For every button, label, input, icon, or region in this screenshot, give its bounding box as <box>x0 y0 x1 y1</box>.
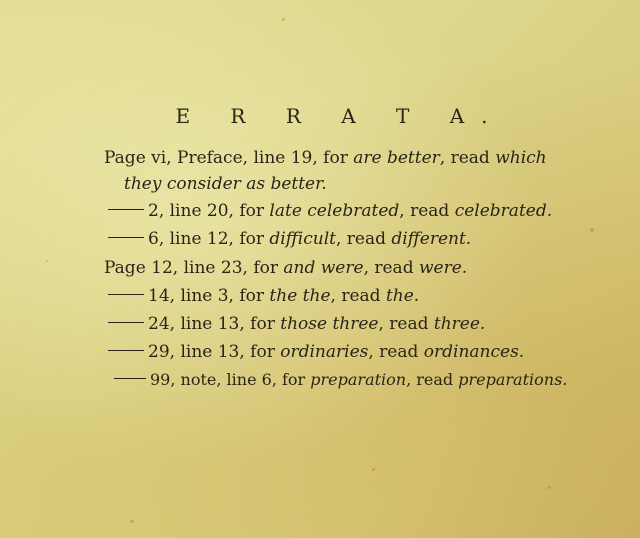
errata-entry <box>108 314 485 334</box>
entry-prefix: 29, line 13, for <box>148 342 281 362</box>
ditto-dash <box>108 209 144 210</box>
entry-wrong-text: and were <box>283 258 364 278</box>
entry-prefix: 6, line 12, for <box>148 229 270 249</box>
entry-mid: , read <box>335 229 392 249</box>
paper-speck <box>548 486 551 489</box>
paper-speck <box>590 228 594 232</box>
entry-wrong-text: are better <box>353 148 440 168</box>
entry-correct-text: ordinances. <box>423 342 525 362</box>
paper-speck <box>46 260 48 262</box>
entry-mid: , read <box>399 201 455 221</box>
entry-wrong-text: difficult <box>269 229 336 249</box>
entry-mid: , read <box>439 148 496 168</box>
errata-entry <box>104 148 547 168</box>
entry-correct-text: the. <box>385 286 420 306</box>
entry-wrong-text: the the <box>269 286 331 306</box>
paper-speck <box>130 520 134 523</box>
entry-correct-text: preparations. <box>458 370 568 389</box>
paper-speck <box>282 18 285 21</box>
entry-wrong-text: late celebrated <box>269 201 400 221</box>
entry-correct-text: three. <box>433 314 486 334</box>
entry-mid: , read <box>406 370 459 389</box>
entry-mid: , read <box>368 342 424 362</box>
errata-entry <box>108 342 524 362</box>
entry-mid: , read <box>330 286 386 306</box>
ditto-dash <box>108 322 144 323</box>
entry-correct-text: were. <box>418 258 468 278</box>
entry-mid: , read <box>378 314 434 334</box>
entry-wrong-text: preparation <box>310 370 407 389</box>
paper-speck <box>372 468 375 471</box>
entry-prefix: Page 12, line 23, for <box>104 258 284 278</box>
entry-correct-text: different. <box>391 229 472 249</box>
entry-prefix: 99, note, line 6, for <box>150 370 311 389</box>
errata-entry <box>104 258 467 278</box>
errata-entry <box>108 229 471 249</box>
ditto-dash <box>108 350 144 351</box>
entry-wrong-text: those three <box>280 314 379 334</box>
entry-prefix: 24, line 13, for <box>148 314 281 334</box>
ditto-dash <box>108 237 144 238</box>
entry-prefix: 2, line 20, for <box>148 201 270 221</box>
errata-title: E R R A T A. <box>175 104 505 128</box>
entry-mid: , read <box>363 258 419 278</box>
errata-entry <box>108 201 552 221</box>
errata-entry <box>114 370 567 390</box>
ditto-dash <box>114 378 146 379</box>
ditto-dash <box>108 294 144 295</box>
entry-wrong-text: ordinaries <box>280 342 369 362</box>
errata-continuation: they consider as better. <box>124 174 327 194</box>
errata-entry <box>108 286 419 306</box>
entry-correct-text: celebrated. <box>454 201 553 221</box>
entry-prefix: 14, line 3, for <box>148 286 270 306</box>
entry-prefix: Page vi, Preface, line 19, for <box>104 148 354 168</box>
entry-correct-text: which <box>495 148 547 168</box>
